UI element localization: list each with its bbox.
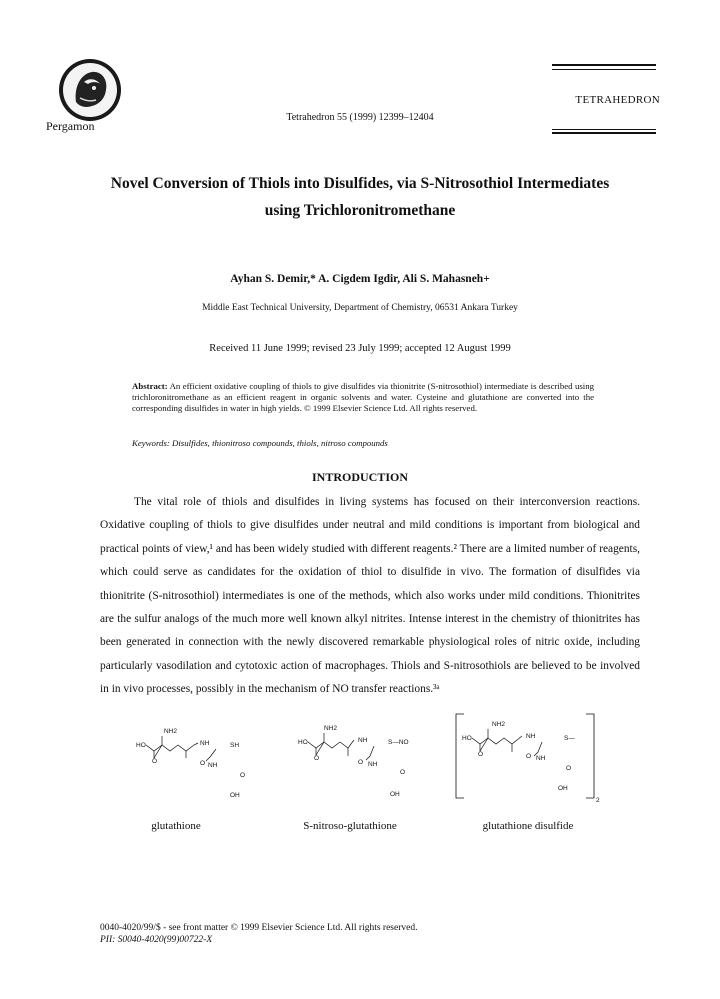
- structure-glutathione-disulfide: [452, 712, 602, 804]
- structure-label: O: [566, 765, 572, 772]
- keywords-text: Disulfides, thionitroso compounds, thiols, nitroso compounds: [172, 438, 388, 448]
- structure-caption: glutathione disulfide: [482, 820, 574, 832]
- header-rule: [552, 129, 656, 130]
- structure-label: O: [478, 751, 484, 758]
- structure-label: O: [152, 758, 158, 765]
- structure-label: NH: [200, 740, 210, 747]
- bracket-left: [456, 714, 464, 798]
- structure-label: NH: [208, 762, 218, 769]
- journal-name: TETRAHEDRON: [575, 94, 660, 106]
- structure-label: OH: [558, 785, 568, 792]
- structure-label: NH2: [492, 721, 506, 728]
- journal-citation: Tetrahedron 55 (1999) 12399–12404: [286, 112, 434, 123]
- header-rule: [552, 64, 656, 66]
- title-line: using Trichloronitromethane: [264, 202, 456, 219]
- received-dates: Received 11 June 1999; revised 23 July 1999; accepted 12 August 1999: [209, 343, 511, 354]
- header-rule: [552, 132, 656, 134]
- structure-caption: S-nitroso-glutathione: [303, 820, 397, 832]
- structure-bond: [534, 742, 542, 756]
- structure-label: O: [200, 760, 206, 767]
- structure-label: NH2: [164, 728, 178, 735]
- structure-bond: [480, 736, 522, 751]
- structure-label: O: [240, 772, 246, 779]
- abstract: [132, 381, 594, 415]
- structure-label: S—: [564, 735, 575, 742]
- publisher-name: Pergamon: [46, 119, 95, 133]
- structure-bond: [366, 746, 374, 760]
- structure-subscript: 2: [596, 797, 600, 804]
- keywords-label: Keywords:: [132, 438, 170, 448]
- structure-caption: glutathione: [151, 820, 201, 832]
- structure-label: O: [526, 753, 532, 760]
- abstract-label: Abstract:: [132, 381, 168, 391]
- structure-label: NH: [368, 761, 378, 768]
- structure-label: OH: [390, 791, 400, 798]
- structure-label: O: [400, 769, 406, 776]
- intro-paragraph: The vital role of thiols and disulfides in living systems has focused on their interconversion reactions. Oxidative coupling of thiols to give disulfides under neutral and mild conditions is important from biological and practical points of view,¹ and has been widely studied with different reagents.² There are a limited number of reagents, which could serve as candidates for the oxidation of thiol to disulfide in vivo. The formation of disulfides via thionitrite (S-nitrosothiol) intermediates is one of the methods, which also works under mild conditions. Thionitrites are the sulfur analogs of the much more well known alkyl nitrites. Intense interest in the chemistry of thionitrites has been generated in connection with the newly discovered remarkable physiological roles of nitric oxide, including particularly vasodilation and cytotoxic action of macrophages. Thiols and S-nitrosothiols are believed to be involved in in vivo processes, possibly in the mechanism of NO transfer reactions.³ᵃ: [100, 496, 640, 696]
- pii-line: PII: S0040-4020(99)00722-X: [100, 935, 213, 945]
- structure-label: HO: [136, 742, 146, 749]
- structure-label: S—NO: [388, 739, 409, 746]
- structure-label: OH: [230, 792, 240, 799]
- structure-label: NH2: [324, 725, 338, 732]
- affiliation: Middle East Technical University, Department of Chemistry, 06531 Ankara Turkey: [202, 303, 518, 313]
- intro-body: [100, 491, 640, 702]
- footer: [100, 922, 417, 946]
- structure-label: O: [314, 755, 320, 762]
- copyright-line: 0040-4020/99/$ - see front matter © 1999 Elsevier Science Ltd. All rights reserved.: [100, 923, 418, 933]
- structure-glutathione: [130, 725, 270, 805]
- structure-label: HO: [298, 739, 308, 746]
- authors: Ayhan S. Demir,* A. Cigdem Igdir, Ali S. Mahasneh+: [230, 273, 490, 285]
- structure-label: SH: [230, 742, 240, 749]
- structure-label: O: [358, 759, 364, 766]
- structure-label: HO: [462, 735, 472, 742]
- paper-title: [60, 170, 660, 224]
- section-heading: INTRODUCTION: [311, 470, 408, 484]
- structure-bond: [206, 749, 216, 761]
- header-rule: [552, 69, 656, 70]
- structure-label: NH: [536, 755, 546, 762]
- structure-label: NH: [358, 737, 368, 744]
- structure-label: NH: [526, 733, 536, 740]
- title-line: Novel Conversion of Thiols into Disulfides, via S-Nitrosothiol Intermediates: [110, 175, 610, 192]
- structure-s-nitroso-glutathione: [292, 722, 432, 802]
- structure-bond: [154, 743, 198, 758]
- keywords: [132, 438, 594, 448]
- bracket-right: [586, 714, 594, 798]
- abstract-text: An efficient oxidative coupling of thiols to give disulfides via thionitrite (S-nitrosothiol) intermediate is described using trichloronitromethane as an efficient reagent in organic solvents and water. Cysteine and glutathione are converted into the corresponding disulfides in water in high yields. © 1999 Elsevier Science Ltd. All rights reserved.: [132, 381, 595, 414]
